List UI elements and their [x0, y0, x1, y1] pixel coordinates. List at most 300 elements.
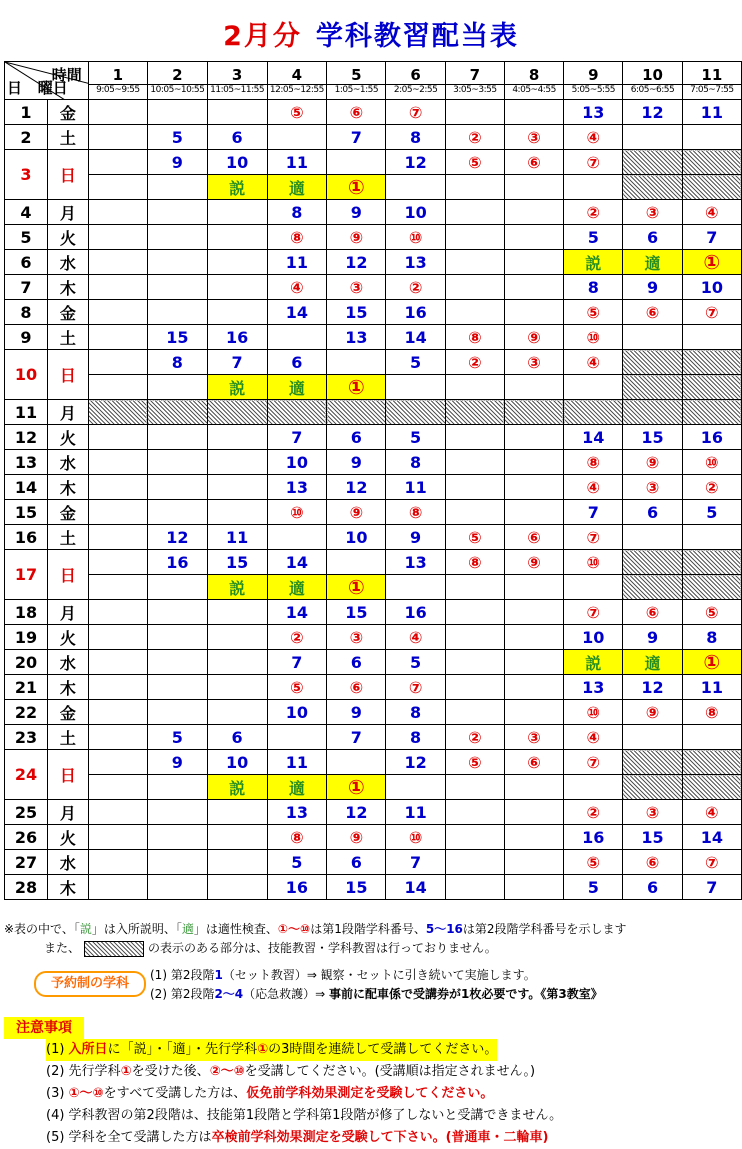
orientation-cell: 適 [267, 575, 327, 600]
stage2-lesson-cell: 12 [327, 475, 386, 500]
stage1-lesson-cell: ④ [267, 275, 327, 300]
stage2-lesson-cell: 7 [564, 500, 623, 525]
empty-cell [88, 725, 147, 750]
empty-cell [148, 200, 208, 225]
empty-cell [445, 675, 504, 700]
stage1-lesson-cell: ⑤ [445, 750, 504, 775]
stage2-lesson-cell: 11 [267, 150, 327, 175]
stage1-lesson-cell: ⑩ [267, 500, 327, 525]
empty-cell [148, 825, 208, 850]
empty-cell [88, 175, 147, 200]
empty-cell [88, 225, 147, 250]
stage2-lesson-cell: 12 [148, 525, 208, 550]
empty-cell [445, 425, 504, 450]
stage1-lesson-cell: ⑨ [327, 500, 386, 525]
empty-cell [88, 350, 147, 375]
table-row [5, 500, 742, 525]
table-row [5, 550, 742, 575]
reservation-lines [150, 966, 603, 1004]
stage2-lesson-cell: 5 [386, 650, 445, 675]
legend-text: は第2段階学科番号を示します [462, 922, 627, 936]
day-cell: 16 [5, 525, 48, 550]
table-row [5, 700, 742, 725]
weekday-cell: 木 [47, 475, 88, 500]
empty-cell [327, 750, 386, 775]
no-class-cell [682, 175, 741, 200]
stage2-lesson-cell: 10 [207, 150, 267, 175]
table-row [5, 875, 742, 900]
reservation-line-2 [150, 985, 603, 1004]
stage2-lesson-cell: 16 [148, 550, 208, 575]
stage2-lesson-cell: 6 [327, 650, 386, 675]
weekday-cell: 日 [47, 350, 88, 400]
reservation-text: （セット教習）⇒ 観察・セットに引き続いて実施します。 [222, 968, 536, 982]
empty-cell [504, 475, 563, 500]
stage2-lesson-cell: 5 [148, 725, 208, 750]
stage2-lesson-cell: 8 [682, 625, 741, 650]
table-row [5, 400, 742, 425]
no-class-cell [682, 400, 741, 425]
stage2-lesson-cell: 10 [682, 275, 741, 300]
no-class-cell [267, 400, 327, 425]
empty-cell [88, 700, 147, 725]
stage2-lesson-cell: 9 [327, 450, 386, 475]
weekday-cell: 木 [47, 675, 88, 700]
no-class-cell [207, 400, 267, 425]
empty-cell [88, 300, 147, 325]
schedule-table [4, 61, 742, 900]
weekday-cell: 木 [47, 275, 88, 300]
empty-cell [207, 200, 267, 225]
empty-cell [88, 875, 147, 900]
stage2-lesson-cell: 7 [682, 225, 741, 250]
stage1-lesson-cell: ② [564, 800, 623, 825]
stage1-lesson-cell: ② [682, 475, 741, 500]
empty-cell [267, 325, 327, 350]
empty-cell [504, 500, 563, 525]
empty-cell [445, 850, 504, 875]
stage2-lesson-cell: 9 [623, 625, 682, 650]
empty-cell [148, 175, 208, 200]
stage2-lesson-cell: 9 [327, 700, 386, 725]
no-class-cell [623, 150, 682, 175]
empty-cell [148, 625, 208, 650]
empty-cell [207, 875, 267, 900]
weekday-cell: 日 [47, 750, 88, 800]
stage2-lesson-cell: 15 [327, 875, 386, 900]
attention-text: 卒検前学科効果測定を受験して下さい。(普通車・二輪車) [211, 1130, 549, 1145]
stage1-lesson-cell: ④ [386, 625, 445, 650]
stage2-lesson-cell: 12 [327, 800, 386, 825]
no-class-cell [623, 175, 682, 200]
period-2-header: 2 [148, 62, 208, 85]
stage2-lesson-cell: 6 [207, 125, 267, 150]
stage1-lesson-cell: ⑧ [445, 325, 504, 350]
table-row [5, 600, 742, 625]
empty-cell [148, 700, 208, 725]
stage1-lesson-cell: ③ [623, 800, 682, 825]
stage2-lesson-cell: 13 [564, 675, 623, 700]
stage2-lesson-cell: 7 [386, 850, 445, 875]
empty-cell [504, 600, 563, 625]
stage2-lesson-cell: 13 [386, 250, 445, 275]
stage1-lesson-cell: ⑤ [682, 600, 741, 625]
period-3-header: 3 [207, 62, 267, 85]
empty-cell [682, 125, 741, 150]
stage2-lesson-cell: 11 [682, 100, 741, 125]
period-4-time: 12:05~12:55 [267, 85, 327, 100]
empty-cell [504, 875, 563, 900]
empty-cell [207, 800, 267, 825]
legend-text: 」は適性検査、 [193, 922, 278, 936]
weekday-cell: 金 [47, 100, 88, 125]
no-class-cell [564, 400, 623, 425]
legend-text: また、 [44, 941, 81, 955]
stage1-lesson-cell: ④ [564, 350, 623, 375]
empty-cell [148, 425, 208, 450]
table-row [5, 575, 742, 600]
legend-notes [4, 920, 742, 958]
stage2-lesson-cell: 13 [267, 800, 327, 825]
stage1-lesson-cell: ② [445, 125, 504, 150]
stage2-lesson-cell: 6 [623, 875, 682, 900]
stage2-lesson-cell: 13 [267, 475, 327, 500]
reservation-number: 2～4 [214, 987, 244, 1001]
page-title [0, 14, 742, 53]
stage2-lesson-cell: 7 [207, 350, 267, 375]
day-cell: 19 [5, 625, 48, 650]
empty-cell [504, 450, 563, 475]
empty-cell [207, 825, 267, 850]
attention-text: (1) [46, 1042, 69, 1057]
period-8-time: 4:05~4:55 [504, 85, 563, 100]
empty-cell [445, 475, 504, 500]
period-10-header: 10 [623, 62, 682, 85]
table-row [5, 200, 742, 225]
orientation-cell: ① [327, 775, 386, 800]
stage2-lesson-cell: 13 [564, 100, 623, 125]
stage2-lesson-cell: 7 [682, 875, 741, 900]
stage2-lesson-cell: 15 [148, 325, 208, 350]
table-row [5, 225, 742, 250]
stage2-lesson-cell: 9 [623, 275, 682, 300]
empty-cell [682, 325, 741, 350]
stage2-lesson-cell: 15 [327, 300, 386, 325]
empty-cell [207, 250, 267, 275]
stage1-lesson-cell: ③ [623, 200, 682, 225]
table-row [5, 650, 742, 675]
stage2-lesson-cell: 7 [267, 650, 327, 675]
orientation-cell: ① [682, 250, 741, 275]
empty-cell [504, 625, 563, 650]
day-cell: 6 [5, 250, 48, 275]
stage1-lesson-cell: ③ [327, 275, 386, 300]
table-row [5, 725, 742, 750]
stage1-lesson-cell: ⑩ [386, 825, 445, 850]
empty-cell [504, 575, 563, 600]
no-class-cell [623, 750, 682, 775]
stage1-lesson-cell: ⑦ [564, 750, 623, 775]
period-5-time: 1:05~1:55 [327, 85, 386, 100]
stage2-lesson-cell: 16 [207, 325, 267, 350]
empty-cell [88, 150, 147, 175]
no-class-cell [682, 350, 741, 375]
stage1-lesson-cell: ⑩ [564, 325, 623, 350]
empty-cell [504, 225, 563, 250]
empty-cell [564, 775, 623, 800]
stage2-lesson-cell: 10 [564, 625, 623, 650]
day-cell: 15 [5, 500, 48, 525]
empty-cell [564, 375, 623, 400]
hatch-swatch-icon [84, 941, 144, 957]
empty-cell [445, 375, 504, 400]
table-row [5, 425, 742, 450]
weekday-cell: 火 [47, 625, 88, 650]
legend-line-2 [4, 939, 742, 958]
stage1-lesson-cell: ⑤ [267, 675, 327, 700]
stage2-lesson-cell: 14 [267, 550, 327, 575]
empty-cell [504, 175, 563, 200]
stage1-lesson-cell: ⑥ [504, 750, 563, 775]
period-7-header: 7 [445, 62, 504, 85]
empty-cell [148, 100, 208, 125]
orientation-cell: ① [682, 650, 741, 675]
table-row [5, 775, 742, 800]
stage1-lesson-cell: ③ [504, 125, 563, 150]
stage2-lesson-cell: 9 [148, 750, 208, 775]
stage1-lesson-cell: ③ [327, 625, 386, 650]
stage2-lesson-cell: 11 [267, 750, 327, 775]
stage2-lesson-cell: 14 [386, 325, 445, 350]
day-cell: 4 [5, 200, 48, 225]
stage1-lesson-cell: ⑩ [386, 225, 445, 250]
weekday-cell: 金 [47, 300, 88, 325]
empty-cell [88, 775, 147, 800]
stage2-lesson-cell: 16 [267, 875, 327, 900]
stage1-lesson-cell: ⑦ [564, 600, 623, 625]
stage2-lesson-cell: 10 [267, 700, 327, 725]
period-11-time: 7:05~7:55 [682, 85, 741, 100]
weekday-cell: 土 [47, 325, 88, 350]
day-cell: 13 [5, 450, 48, 475]
corner-header [5, 62, 89, 100]
stage2-lesson-cell: 16 [564, 825, 623, 850]
empty-cell [207, 675, 267, 700]
empty-cell [148, 875, 208, 900]
day-cell: 20 [5, 650, 48, 675]
legend-setu: 説 [79, 922, 92, 936]
empty-cell [564, 175, 623, 200]
stage2-lesson-cell: 11 [386, 800, 445, 825]
reservation-text: (1) 第2段階 [150, 968, 215, 982]
empty-cell [504, 275, 563, 300]
attention-text: の3時間を連続して受講してください。 [268, 1042, 498, 1057]
table-row [5, 300, 742, 325]
stage1-lesson-cell: ③ [504, 725, 563, 750]
no-class-cell [327, 400, 386, 425]
empty-cell [207, 850, 267, 875]
period-9-time: 5:05~5:55 [564, 85, 623, 100]
empty-cell [207, 600, 267, 625]
weekday-cell: 水 [47, 250, 88, 275]
attention-item [46, 1083, 562, 1105]
orientation-cell: ① [327, 175, 386, 200]
empty-cell [148, 500, 208, 525]
stage1-lesson-cell: ⑧ [682, 700, 741, 725]
empty-cell [207, 425, 267, 450]
stage1-lesson-cell: ⑤ [267, 100, 327, 125]
stage2-lesson-cell: 11 [682, 675, 741, 700]
reservation-text: (2) 第2段階 [150, 987, 215, 1001]
day-cell: 8 [5, 300, 48, 325]
stage2-lesson-cell: 9 [386, 525, 445, 550]
empty-cell [445, 875, 504, 900]
empty-cell [445, 625, 504, 650]
weekday-cell: 土 [47, 525, 88, 550]
day-cell: 23 [5, 725, 48, 750]
no-class-cell [623, 350, 682, 375]
stage2-lesson-cell: 13 [386, 550, 445, 575]
weekday-cell: 月 [47, 800, 88, 825]
stage2-lesson-cell: 5 [564, 875, 623, 900]
empty-cell [267, 725, 327, 750]
stage1-lesson-cell: ⑤ [564, 850, 623, 875]
attention-text: ①～⑩ [68, 1086, 104, 1101]
empty-cell [386, 175, 445, 200]
attention-item-wrapper [46, 1127, 562, 1149]
stage1-lesson-cell: ② [267, 625, 327, 650]
empty-cell [386, 775, 445, 800]
weekday-cell: 月 [47, 400, 88, 425]
table-row [5, 100, 742, 125]
attention-item [46, 1105, 562, 1127]
empty-cell [445, 175, 504, 200]
stage1-lesson-cell: ② [564, 200, 623, 225]
stage2-lesson-cell: 5 [267, 850, 327, 875]
attention-text: ① [120, 1064, 132, 1079]
attention-text: を受けた後、 [131, 1064, 210, 1079]
stage2-lesson-cell: 7 [327, 125, 386, 150]
day-cell: 11 [5, 400, 48, 425]
weekday-cell: 水 [47, 850, 88, 875]
empty-cell [504, 800, 563, 825]
stage1-lesson-cell: ④ [682, 200, 741, 225]
empty-cell [445, 250, 504, 275]
weekday-cell: 月 [47, 200, 88, 225]
period-9-header: 9 [564, 62, 623, 85]
empty-cell [88, 100, 147, 125]
empty-cell [504, 200, 563, 225]
stage1-lesson-cell: ⑦ [564, 525, 623, 550]
stage1-lesson-cell: ⑤ [445, 150, 504, 175]
empty-cell [148, 300, 208, 325]
empty-cell [88, 575, 147, 600]
empty-cell [327, 150, 386, 175]
empty-cell [88, 675, 147, 700]
stage1-lesson-cell: ② [445, 725, 504, 750]
empty-cell [327, 350, 386, 375]
empty-cell [88, 375, 147, 400]
reservation-line-1 [150, 966, 603, 985]
empty-cell [207, 300, 267, 325]
orientation-cell: 説 [207, 575, 267, 600]
empty-cell [445, 600, 504, 625]
stage2-lesson-cell: 15 [327, 600, 386, 625]
empty-cell [682, 725, 741, 750]
attention-text: (5) 学科を全て受講した方は [46, 1130, 212, 1145]
table-row [5, 175, 742, 200]
stage1-lesson-cell: ⑩ [564, 550, 623, 575]
stage2-lesson-cell: 9 [327, 200, 386, 225]
empty-cell [148, 800, 208, 825]
stage2-lesson-cell: 16 [682, 425, 741, 450]
weekday-cell: 土 [47, 125, 88, 150]
table-row [5, 450, 742, 475]
stage1-lesson-cell: ⑧ [445, 550, 504, 575]
stage1-lesson-cell: ⑥ [623, 300, 682, 325]
stage2-lesson-cell: 6 [207, 725, 267, 750]
no-class-cell [682, 375, 741, 400]
legend-text: ※表の中で、「 [4, 922, 80, 936]
empty-cell [504, 825, 563, 850]
stage2-lesson-cell: 14 [386, 875, 445, 900]
corner-label-weekday: 曜日 [37, 79, 68, 97]
empty-cell [207, 475, 267, 500]
empty-cell [445, 100, 504, 125]
period-11-header: 11 [682, 62, 741, 85]
empty-cell [148, 575, 208, 600]
attention-text: (2) 先行学科 [46, 1064, 121, 1079]
empty-cell [88, 200, 147, 225]
empty-cell [445, 275, 504, 300]
orientation-cell: 説 [207, 375, 267, 400]
stage2-lesson-cell: 5 [386, 350, 445, 375]
empty-cell [623, 325, 682, 350]
stage2-lesson-cell: 12 [327, 250, 386, 275]
stage1-lesson-cell: ③ [623, 475, 682, 500]
reservation-text: （応急救護）⇒ [243, 987, 330, 1001]
attention-item-wrapper [46, 1083, 562, 1105]
empty-cell [504, 425, 563, 450]
empty-cell [88, 750, 147, 775]
day-cell: 17 [5, 550, 48, 600]
stage1-lesson-cell: ② [445, 350, 504, 375]
empty-cell [267, 125, 327, 150]
stage2-lesson-cell: 8 [386, 450, 445, 475]
empty-cell [445, 300, 504, 325]
stage2-lesson-cell: 8 [386, 725, 445, 750]
empty-cell [445, 450, 504, 475]
empty-cell [148, 275, 208, 300]
empty-cell [88, 825, 147, 850]
orientation-cell: 適 [267, 375, 327, 400]
stage1-lesson-cell: ④ [564, 125, 623, 150]
stage1-lesson-cell: ② [386, 275, 445, 300]
orientation-cell: 適 [267, 175, 327, 200]
attention-text: をすべて受講した方は、 [103, 1086, 247, 1101]
empty-cell [148, 475, 208, 500]
orientation-cell: ① [327, 375, 386, 400]
table-row [5, 850, 742, 875]
stage1-lesson-cell: ⑦ [682, 300, 741, 325]
weekday-cell: 金 [47, 700, 88, 725]
day-cell: 1 [5, 100, 48, 125]
empty-cell [623, 125, 682, 150]
stage2-lesson-cell: 11 [267, 250, 327, 275]
empty-cell [88, 425, 147, 450]
stage2-lesson-cell: 5 [564, 225, 623, 250]
attention-text: に「説」・「適」・先行学科 [107, 1042, 258, 1057]
